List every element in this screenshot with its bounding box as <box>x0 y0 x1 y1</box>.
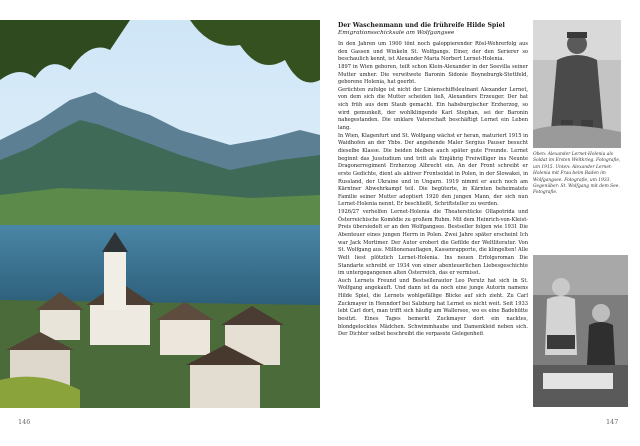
article-title: Der Waschenmann und die frühreife Hilde Spiel <box>338 22 505 29</box>
page-number-right: 147 <box>606 418 619 426</box>
body-paragraph: 1897 in Wien geboren, teilt schon Klein-Alexander in der Seevilla seiner Mutter umher. Die verwitwete Baronin Sidonie Boyneburgk-Stettfeld, geborene Holenia, hat geerbt. <box>338 63 528 86</box>
landscape-photo-icon <box>0 20 320 408</box>
body-paragraph: Auch Lernets Freund und Bestsellerautor Leo Perutz hat sich in St. Wolfgang angekauft. Und dann ist da noch eine junge Autorin namens Hilde Spiel, die Lernets wohlgefällige Blicke auf sich zieht. Zu Carl Zuckmayer in Henndorf bei Salzburg hat Lernet es nicht weit. Seit 1933 lebt Carl dort, man trifft sich häufig am Wallersee, wo es eine Badehütte besitzt. Eines Tages bemerkt Zuckmayer dort ein nacktes, blondgelocktes Mädchen. Schwimmhaube und Damenkleid neben sich. Der Dichter selbst beschreibt die verpasste Gelegenheit <box>338 277 528 338</box>
body-paragraph: In den Jahren um 1900 tönt noch galoppierender Rösl-Wehrerfolg aus den Gassen und Winkeln St. Wolfgangs. Einer, der den Serierer so beschaulich kennt, ist Alexander Maria Norbert Lernet-Holenia. <box>338 40 528 63</box>
body-paragraph: In Wien, Klagenfurt und St. Wolfgang wächst er heran, maturiert 1915 in Waidhofen an der Ybbs. Der angehende Maler Sergius Pauser besucht dieselbe Klasse. Die beiden bleiben auch später gute Freunde. Lernet beginnt das Jusstudium und tritt als Einjährig Freiwilliger ins Neunte Dragonerregiment Erzherzog Albrecht ein. An der Front schreibt er erste Gedichte, dient als aktiver Frontsoldat in Polen, in der Slowakei, in Russland, der Ukraine und in Ungarn. 1919 nimmt er auch noch am Kärntner Abwehrkampf teil. Die begüterte, in Kärnten beheimatete Familie seiner Mutter adoptiert 1920 den jungen Mann, der sich nun Lernet-Holenia nennt. Er beschließt, Schriftsteller zu werden. <box>338 132 528 208</box>
landscape-photo <box>0 20 320 408</box>
photo-caption: Oben: Alexander Lernet-Holenia als Soldat im Ersten Weltkrieg. Fotografie, um 1915. Unten: Alexander Lernet-Holenia mit Frau beim Baden im Wolfgangsee. Fotografie, um 1933. Gegenüber: St. Wolfgang mit dem See. Fotografie. <box>533 152 621 196</box>
bathing-couple-icon <box>533 255 628 407</box>
page-number-left: 146 <box>18 418 31 426</box>
body-paragraph: Gerüchten zufolge ist nicht der Linienschiffsleutnant Alexander Lernet, von dem sich die Mutter scheiden ließ, Alexanders Erzeuger. Der hat sich früh aus dem Staub gemacht. Ein habsburgischer Erzherzog, so wird gemunkelt, der wohlklingende Karl Stephan, sei der Baronin nahegestanden. Die unklare Vaterschaft beschäftigt Lernet ein Leben lang. <box>338 86 528 132</box>
article-subtitle: Emigrationsschicksale am Wolfgangsee <box>338 29 455 36</box>
bathing-couple-photo <box>533 255 628 407</box>
side-column <box>533 20 625 197</box>
article-body <box>338 41 528 339</box>
soldier-portrait-icon <box>533 20 621 148</box>
article-column <box>338 22 528 339</box>
body-paragraph: 1926/27 verhelfen Lernet-Holenia die Theaterstücke Ollapotrida und Österreichische Komödie zu großem Ruhm. Mit dem Heinrich-von-Kleist-Preis übersiedelt er an den Wolfgangsee. Bestseller folgen wie 1931 Die Abenteuer eines jungen Herrn in Polen. Zwei Jahre später erscheint Ich war Jack Mortimer. Der Autor erobert die Gefilde der Weltliteratur. Von St. Wolfgang aus. Millionenauflagen, Kassenrapporte, die klingelten! Alle Welt liest plötzlich Lernet-Holenia. Ins neuen Erfolgsroman Die Standarte schreibt er 1934 von einer abenteuerlichen Liebesgeschichte im untergegangenen alten Österreich, das er vermisst. <box>338 209 528 277</box>
soldier-portrait-photo <box>533 20 621 148</box>
